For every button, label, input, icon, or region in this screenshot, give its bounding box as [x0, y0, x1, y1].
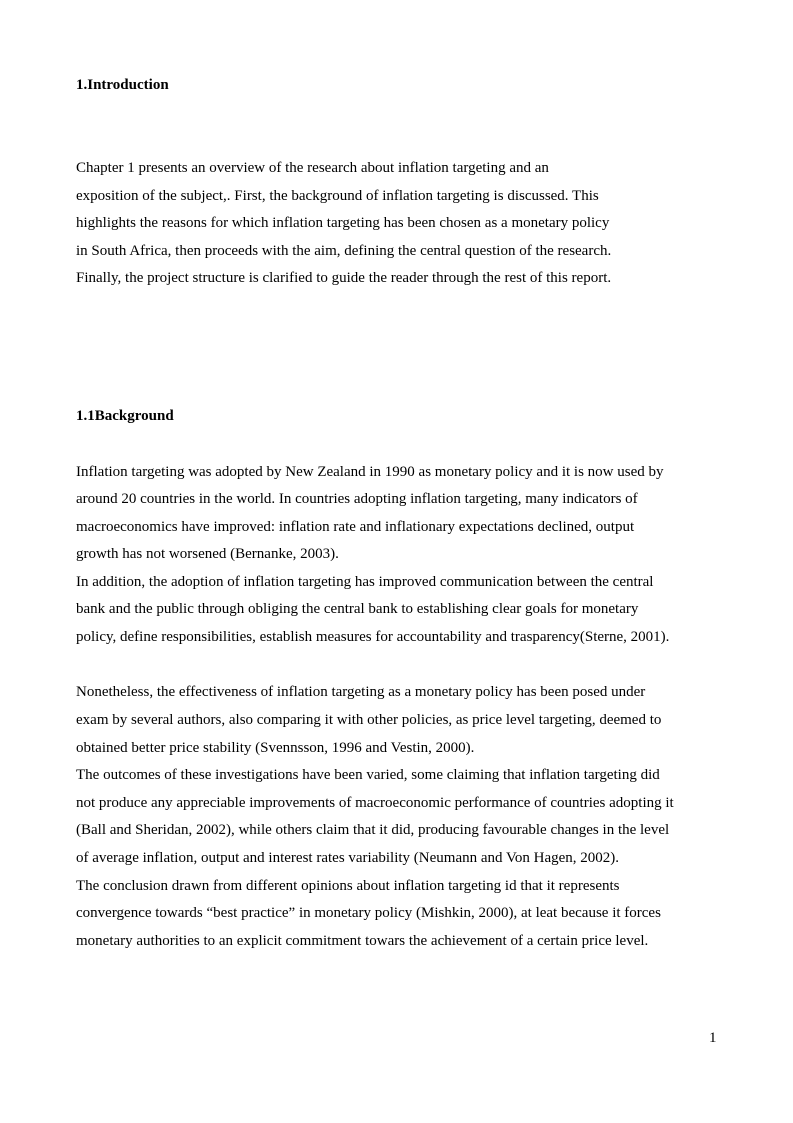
- paragraph-line: obtained better price stability (Svennsson, 1996 and Vestin, 2000).: [76, 740, 475, 756]
- paragraph-line: monetary authorities to an explicit commitment towars the achievement of a certain price level.: [76, 933, 649, 949]
- paragraph-line: (Ball and Sheridan, 2002), while others claim that it did, producing favourable changes in the level: [76, 822, 670, 838]
- paragraph-line: exposition of the subject,. First, the background of inflation targeting is discussed. This: [76, 188, 599, 204]
- paragraph-line: convergence towards “best practice” in monetary policy (Mishkin, 2000), at leat because it forces: [76, 905, 661, 921]
- paragraph-line: not produce any appreciable improvements of macroeconomic performance of countries adopting it: [76, 795, 674, 811]
- section-heading-introduction: 1.Introduction: [76, 77, 169, 93]
- paragraph-line: growth has not worsened (Bernanke, 2003).: [76, 546, 339, 562]
- paragraph-line: highlights the reasons for which inflation targeting has been chosen as a monetary policy: [76, 215, 610, 231]
- page-number: 1: [709, 1030, 717, 1046]
- paragraph-line: Nonetheless, the effectiveness of inflation targeting as a monetary policy has been posed under: [76, 684, 646, 700]
- paragraph-line: macroeconomics have improved: inflation rate and inflationary expectations declined, output: [76, 519, 635, 535]
- paragraph-line: In addition, the adoption of inflation targeting has improved communication between the central: [76, 574, 654, 590]
- paragraph-line: Finally, the project structure is clarified to guide the reader through the rest of this report.: [76, 270, 612, 286]
- paragraph-line: in South Africa, then proceeds with the aim, defining the central question of the research.: [76, 243, 612, 259]
- paragraph-line: Chapter 1 presents an overview of the research about inflation targeting and an: [76, 160, 549, 176]
- paragraph-line: policy, define responsibilities, establish measures for accountability and trasparency(Sterne, 2001).: [76, 629, 670, 645]
- paragraph-line: bank and the public through obliging the central bank to establishing clear goals for monetary: [76, 601, 639, 617]
- paragraph-line: The conclusion drawn from different opinions about inflation targeting id that it represents: [76, 878, 620, 894]
- paragraph-line: around 20 countries in the world. In countries adopting inflation targeting, many indicators of: [76, 491, 638, 507]
- paragraph-line: exam by several authors, also comparing it with other policies, as price level targeting, deemed to: [76, 712, 662, 728]
- section-heading-background: 1.1Background: [76, 408, 174, 424]
- paragraph-line: of average inflation, output and interest rates variability (Neumann and Von Hagen, 2002).: [76, 850, 620, 866]
- paragraph-line: Inflation targeting was adopted by New Zealand in 1990 as monetary policy and it is now used by: [76, 464, 664, 480]
- paragraph-line: The outcomes of these investigations have been varied, some claiming that inflation targeting did: [76, 767, 660, 783]
